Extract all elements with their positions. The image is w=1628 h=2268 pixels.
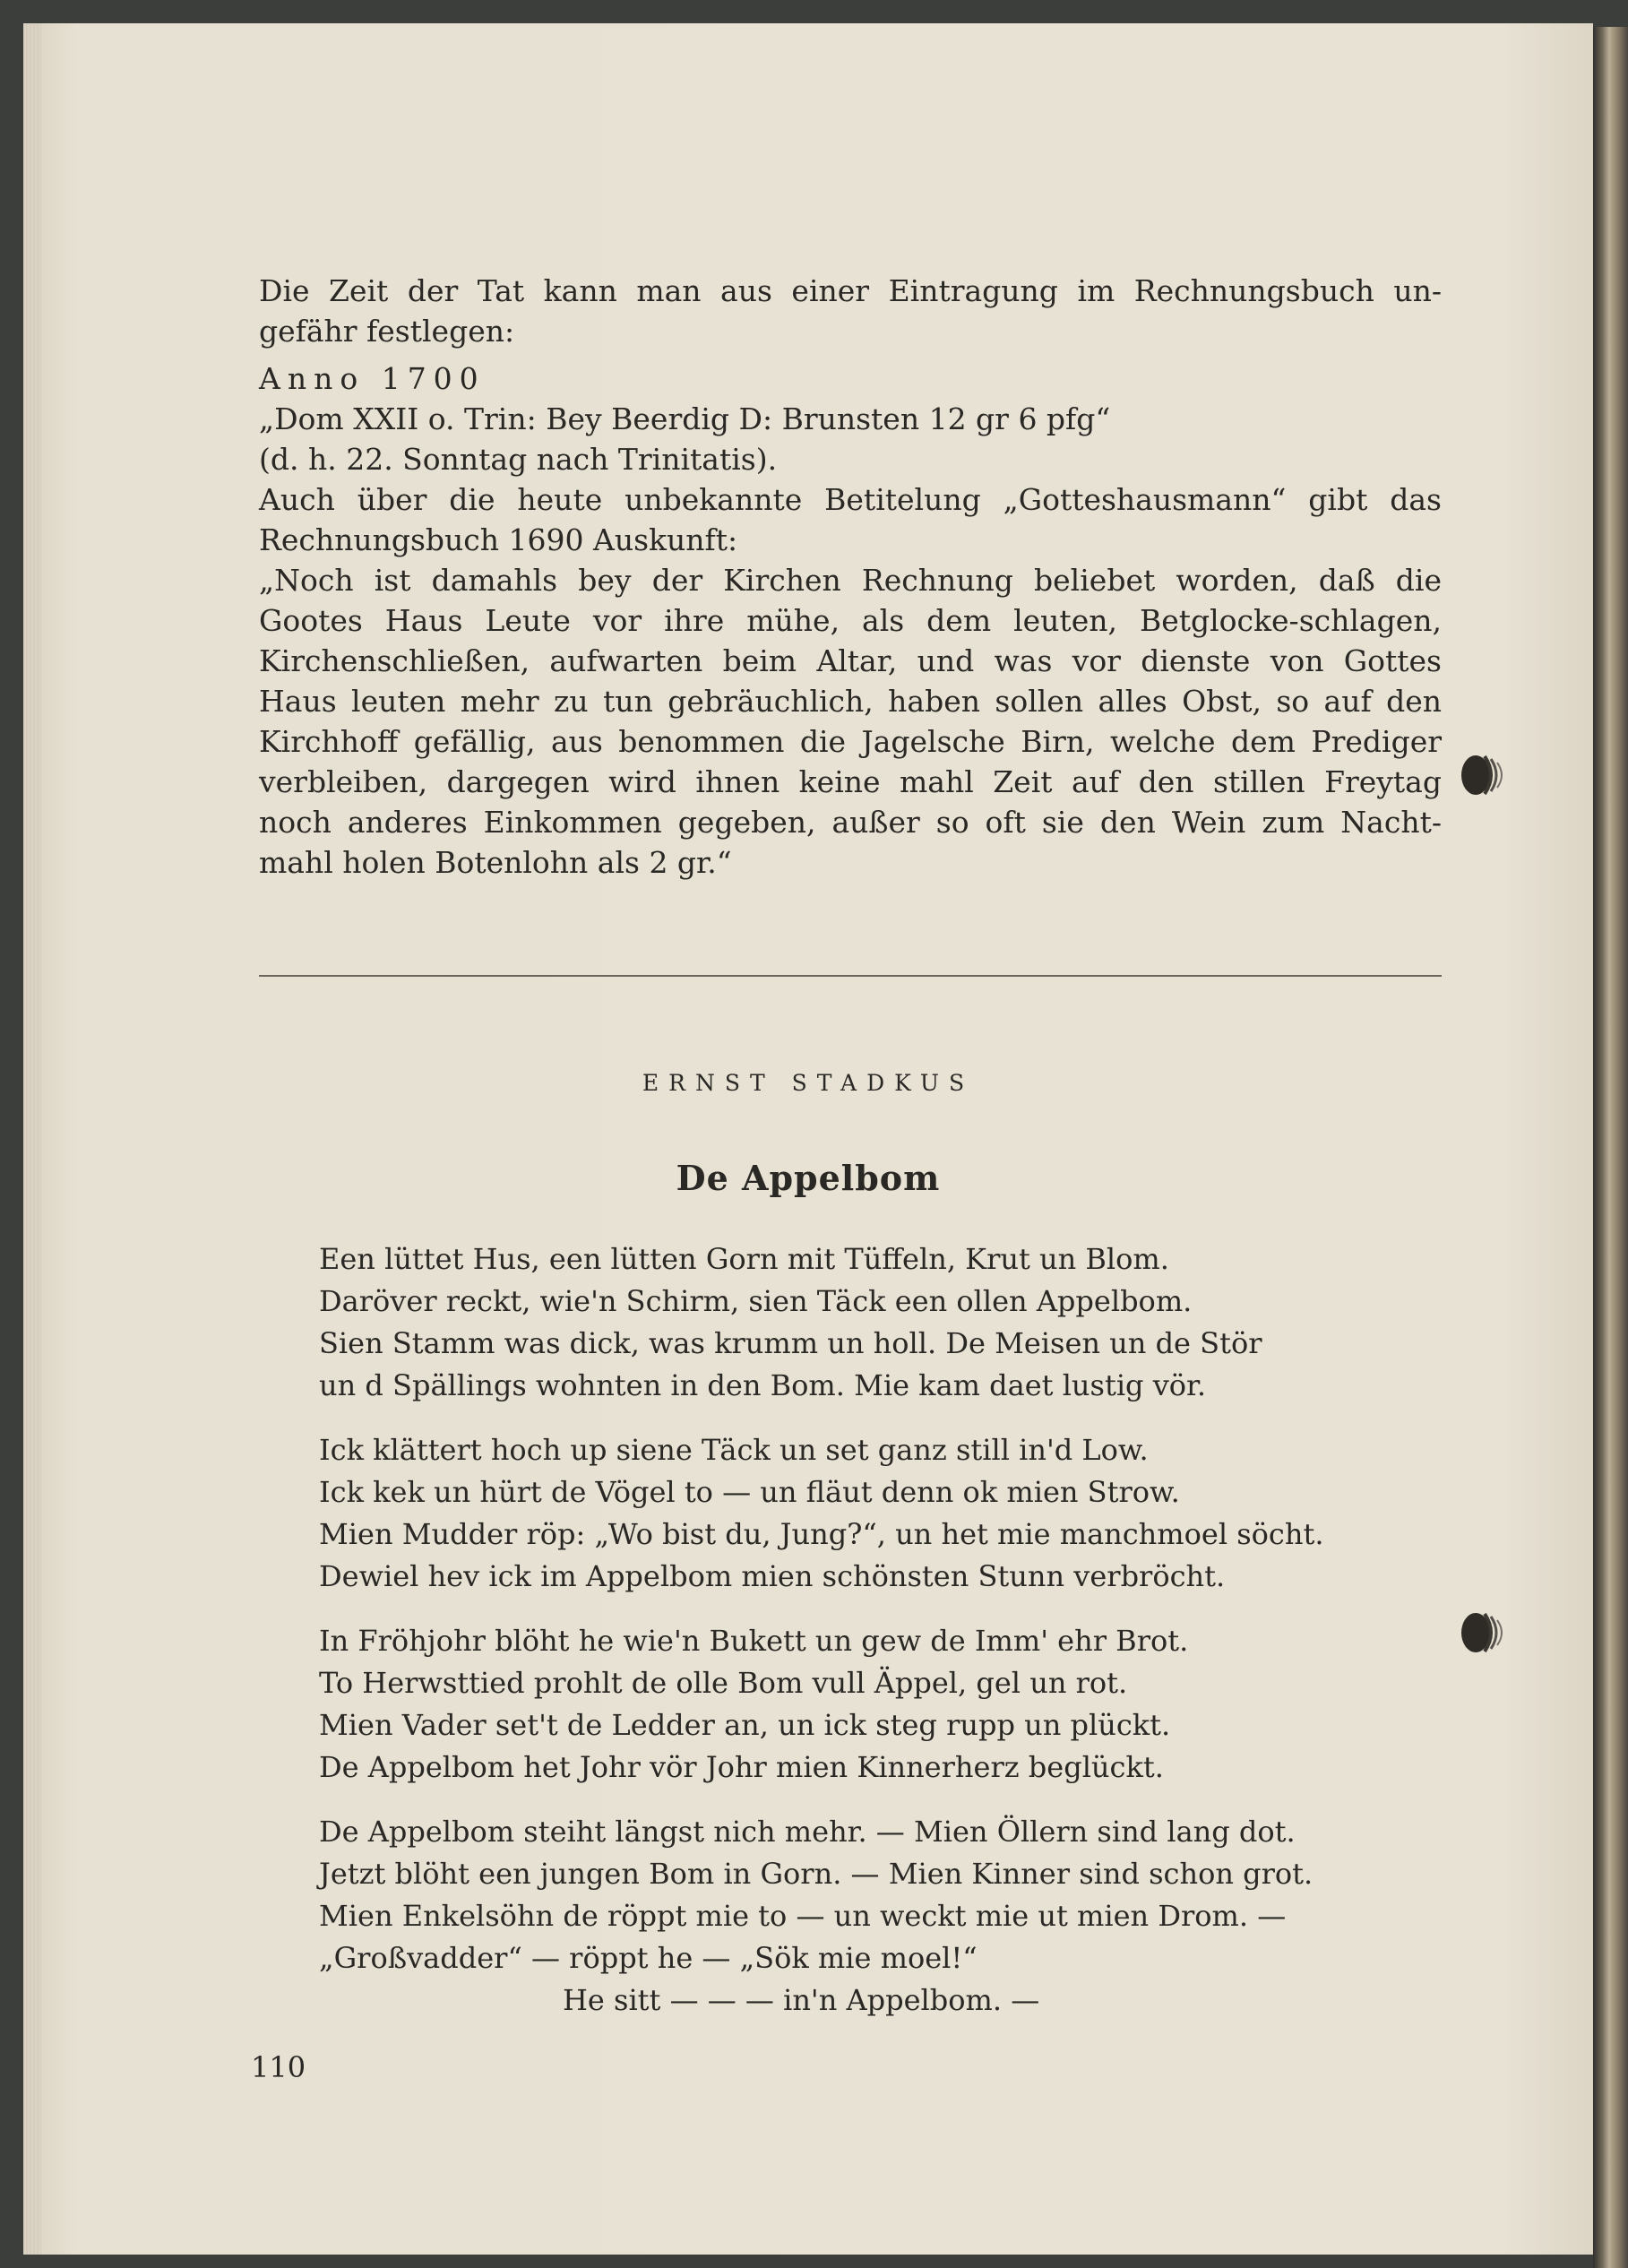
- poem-line: Ick klättert hoch up siene Täck un set ganz still in'd Low.: [319, 1433, 1149, 1467]
- binding-hole-icon: [1452, 1605, 1508, 1660]
- history-text: [259, 271, 1442, 883]
- year-heading: Anno 1700: [259, 361, 486, 396]
- poem-closing-line: He sitt — — — in'n Appelbom. —: [563, 1983, 1040, 2017]
- poem-line: Sien Stamm was dick, was krumm un holl. De Meisen un de Stör: [319, 1326, 1262, 1360]
- poem-line: Mien Vader set't de Ledder an, un ick steg rupp un plückt.: [319, 1708, 1171, 1742]
- page-stack-edge: [23, 23, 41, 2255]
- text-line: Die Zeit der Tat kann man aus einer Eintragung im Rechnungsbuch un-: [259, 273, 1442, 308]
- text-line: Kirchhoff gefällig, aus benommen die Jagelsche Birn, welche dem Prediger: [259, 724, 1442, 759]
- section-divider: [259, 975, 1442, 977]
- text-line: verbleiben, dargegen wird ihnen keine mahl Zeit auf den stillen Freytag: [259, 764, 1442, 799]
- book-spine-edge: [1593, 27, 1628, 2268]
- poem-line: un d Spällings wohnten in den Bom. Mie kam daet lustig vör.: [319, 1368, 1206, 1402]
- binding-hole-icon: [1452, 747, 1508, 803]
- poem-line: Mien Enkelsöhn de röppt mie to — un weckt mie ut mien Drom. —: [319, 1899, 1287, 1933]
- page-number: 110: [251, 2050, 306, 2084]
- text-line: Kirchenschließen, aufwarten beim Altar, und was vor dienste von Gottes: [259, 643, 1442, 678]
- poem-line: De Appelbom het Johr vör Johr mien Kinnerherz beglückt.: [319, 1750, 1164, 1784]
- paragraph-intro: [259, 271, 1442, 351]
- poem-stanza: [319, 1811, 1323, 2022]
- record-quote-long: [259, 560, 1442, 883]
- poem-author: ERNST STADKUS: [642, 1070, 975, 1096]
- poem-stanza: [319, 1429, 1323, 1598]
- paragraph-title-note: [259, 479, 1442, 560]
- text-line: Rechnungsbuch 1690 Auskunft:: [259, 522, 738, 557]
- poem-line: In Fröhjohr blöht he wie'n Bukett un gew de Imm' ehr Brot.: [319, 1624, 1189, 1658]
- text-line: gefähr festlegen:: [259, 314, 515, 349]
- poem-line: Jetzt blöht een jungen Bom in Gorn. — Mien Kinner sind schon grot.: [319, 1857, 1314, 1891]
- book-page: [23, 23, 1593, 2255]
- poem-line: „Großvadder“ — röppt he — „Sök mie moel!“: [319, 1941, 978, 1975]
- text-line: Haus leuten mehr zu tun gebräuchlich, haben sollen alles Obst, so auf den: [259, 684, 1442, 719]
- poem-line: Mien Mudder röp: „Wo bist du, Jung?“, un het mie manchmoel söcht.: [319, 1517, 1324, 1551]
- poem-title: De Appelbom: [676, 1158, 941, 1198]
- text-line: Auch über die heute unbekannte Betitelung „Gotteshausmann“ gibt das: [259, 482, 1442, 517]
- poem-line: Dewiel hev ick im Appelbom mien schönsten Stunn verbröcht.: [319, 1559, 1226, 1593]
- text-line: noch anderes Einkommen gegeben, außer so oft sie den Wein zum Nacht-: [259, 805, 1442, 840]
- record-explanation: (d. h. 22. Sonntag nach Trinitatis).: [259, 442, 778, 477]
- poem-line: Daröver reckt, wie'n Schirm, sien Täck een ollen Appelbom.: [319, 1284, 1193, 1318]
- poem-body: [319, 1238, 1323, 2044]
- poem-line: Een lüttet Hus, een lütten Gorn mit Tüffeln, Krut un Blom.: [319, 1242, 1169, 1276]
- poem-stanza: [319, 1620, 1323, 1789]
- poem-stanza: [319, 1238, 1323, 1407]
- text-line: mahl holen Botenlohn als 2 gr.“: [259, 845, 732, 880]
- text-line: „Noch ist damahls bey der Kirchen Rechnung beliebet worden, daß die: [259, 563, 1442, 598]
- record-quote: „Dom XXII o. Trin: Bey Beerdig D: Brunsten 12 gr 6 pfg“: [259, 401, 1111, 436]
- poem-line: To Herwsttied prohlt de olle Bom vull Äppel, gel un rot.: [319, 1666, 1128, 1700]
- text-line: Gootes Haus Leute vor ihre mühe, als dem leuten, Betglocke-schlagen,: [259, 603, 1442, 638]
- poem-line: De Appelbom steiht längst nich mehr. — Mien Öllern sind lang dot.: [319, 1815, 1296, 1849]
- poem-line: Ick kek un hürt de Vögel to — un fläut denn ok mien Strow.: [319, 1475, 1180, 1509]
